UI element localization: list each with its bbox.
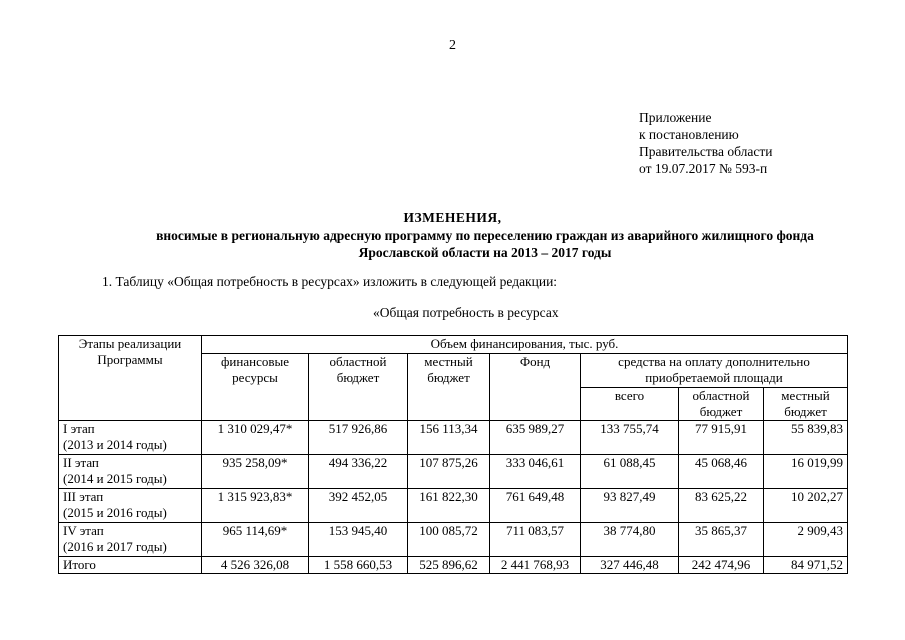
instruction-text: 1. Таблицу «Общая потребность в ресурсах» изложить в следующей редакции:: [102, 274, 558, 289]
value-cell: 35 865,37: [679, 523, 764, 557]
total-cell: 4 526 326,08: [202, 557, 309, 574]
value-cell: 761 649,48: [490, 489, 581, 523]
table-row: [59, 421, 848, 455]
value-cell: 61 088,45: [581, 455, 679, 489]
total-cell: 2 441 768,93: [490, 557, 581, 574]
sub-header-total: всего: [581, 388, 679, 421]
stage-name: III этап: [63, 489, 104, 504]
stage-cell: [59, 421, 202, 455]
value-cell: 711 083,57: [490, 523, 581, 557]
value-cell: 1 310 029,47*: [202, 421, 309, 455]
total-cell: 327 446,48: [581, 557, 679, 574]
value-cell: 153 945,40: [309, 523, 408, 557]
stage-cell: [59, 455, 202, 489]
appendix-line: от 19.07.2017 № 593-п: [639, 161, 768, 176]
col-header-fund: Фонд: [490, 354, 581, 421]
stage-name: II этап: [63, 455, 99, 470]
value-cell: 133 755,74: [581, 421, 679, 455]
subtitle-line: Ярославской области на 2013 – 2017 годы: [358, 245, 612, 260]
total-cell: 1 558 660,53: [309, 557, 408, 574]
appendix-line: Правительства области: [639, 144, 773, 159]
value-cell: 45 068,46: [679, 455, 764, 489]
appendix-line: Приложение: [639, 110, 712, 125]
table-heading: «Общая потребность в ресурсах: [373, 305, 559, 320]
stage-header: Этапы реализации Программы: [59, 336, 202, 421]
col-header-financial: финансовые ресурсы: [202, 354, 309, 421]
total-cell: 242 474,96: [679, 557, 764, 574]
value-cell: 517 926,86: [309, 421, 408, 455]
stage-years: (2015 и 2016 годы): [63, 505, 167, 520]
value-cell: 935 258,09*: [202, 455, 309, 489]
stage-cell: [59, 489, 202, 523]
value-cell: 494 336,22: [309, 455, 408, 489]
value-cell: 635 989,27: [490, 421, 581, 455]
page-number: 2: [449, 38, 456, 53]
table-row: [59, 489, 848, 523]
value-cell: 55 839,83: [764, 421, 848, 455]
document-title: ИЗМЕНЕНИЯ,: [403, 210, 502, 225]
value-cell: 392 452,05: [309, 489, 408, 523]
value-cell: 10 202,27: [764, 489, 848, 523]
value-cell: 1 315 923,83*: [202, 489, 309, 523]
value-cell: 77 915,91: [679, 421, 764, 455]
value-cell: 2 909,43: [764, 523, 848, 557]
value-cell: 107 875,26: [408, 455, 490, 489]
table-row: [59, 455, 848, 489]
stage-years: (2014 и 2015 годы): [63, 471, 167, 486]
stage-cell: [59, 523, 202, 557]
value-cell: 333 046,61: [490, 455, 581, 489]
appendix-line: к постановлению: [639, 127, 739, 142]
value-cell: 965 114,69*: [202, 523, 309, 557]
col-header-additional: средства на оплату дополнительно приобретаемой площади: [581, 354, 848, 388]
stage-years: (2016 и 2017 годы): [63, 539, 167, 554]
stage-name: IV этап: [63, 523, 104, 538]
sub-header-regional: областной бюджет: [679, 388, 764, 421]
total-label: Итого: [59, 557, 202, 574]
total-row: [59, 557, 848, 574]
resources-table: [58, 335, 848, 574]
value-cell: 161 822,30: [408, 489, 490, 523]
col-header-regional: областной бюджет: [309, 354, 408, 421]
subtitle-line: вносимые в региональную адресную программу по переселению граждан из аварийного жилищного фонда: [156, 228, 814, 243]
total-cell: 84 971,52: [764, 557, 848, 574]
value-cell: 100 085,72: [408, 523, 490, 557]
value-cell: 16 019,99: [764, 455, 848, 489]
stage-years: (2013 и 2014 годы): [63, 437, 167, 452]
table-row: [59, 523, 848, 557]
value-cell: 156 113,34: [408, 421, 490, 455]
appendix-block: [639, 109, 772, 177]
value-cell: 38 774,80: [581, 523, 679, 557]
value-cell: 93 827,49: [581, 489, 679, 523]
total-cell: 525 896,62: [408, 557, 490, 574]
document-subtitle: [60, 227, 905, 261]
stage-name: I этап: [63, 421, 95, 436]
sub-header-local: местный бюджет: [764, 388, 848, 421]
col-header-local: местный бюджет: [408, 354, 490, 421]
funding-header: Объем финансирования, тыс. руб.: [202, 336, 848, 354]
value-cell: 83 625,22: [679, 489, 764, 523]
